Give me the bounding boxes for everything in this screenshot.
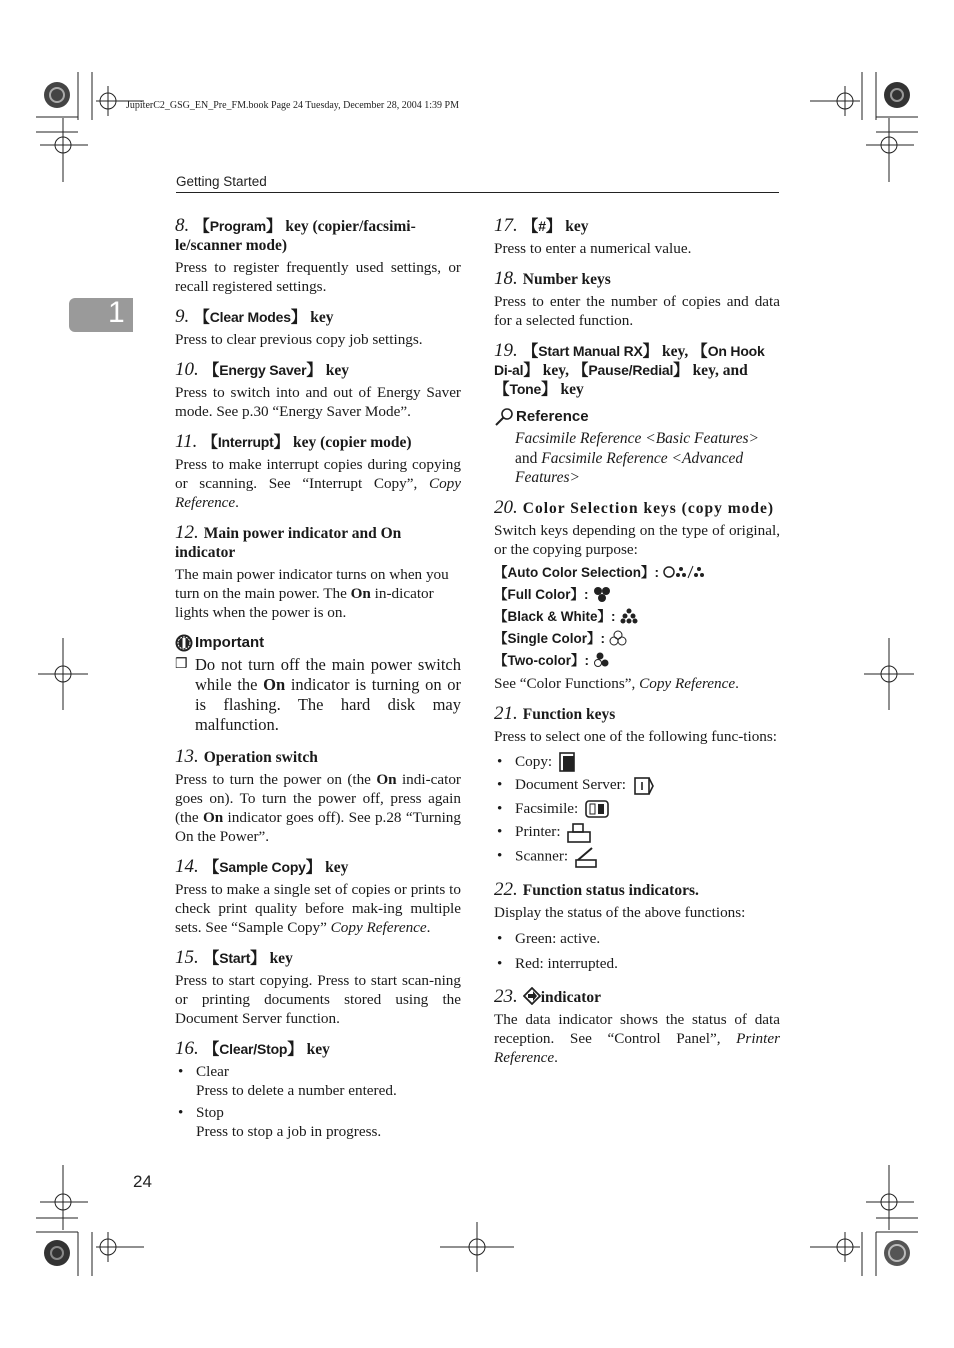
list-item: • Facsimile:: [494, 799, 780, 820]
color-see-also: See “Color Functions”, Copy Reference.: [494, 674, 739, 692]
list-item: • Printer:: [494, 822, 780, 843]
body-10: Press to switch into and out of Energy Saver mode. See p.30 “Energy Saver Mode”.: [175, 384, 461, 420]
clear-stop-list: [175, 1062, 461, 1141]
list-item: • Red: interrupted.: [494, 953, 780, 975]
heading-23: 23. indicator: [494, 985, 602, 1007]
body-18: Press to enter the number of copies and data for a selected function.: [494, 293, 780, 329]
list-item: • Scanner:: [494, 846, 780, 868]
magnifier-icon: [494, 408, 514, 426]
key-full-color: 【 Full Color 】:: [494, 585, 780, 604]
heading-22: 22. Function status indicators.: [494, 878, 699, 900]
reference-text: Facsimile Reference <Basic Features> and Facsimile Reference <Advanced Features>: [515, 430, 760, 486]
body-22: Display the status of the above functions:: [494, 903, 746, 921]
list-item: • Copy:: [494, 752, 780, 773]
printer-icon: [567, 823, 591, 843]
reference-label: Reference: [494, 407, 780, 426]
body-12: The main power indicator turns on when you turn on the main power. The On in-dicator lights when the power is on.: [175, 566, 449, 621]
chapter-tab-number: 1: [108, 296, 125, 329]
checkbox-icon: ❒: [175, 657, 188, 672]
right-column: [494, 216, 780, 1078]
important-label: Important: [175, 633, 461, 652]
key-auto-color-selection: 【 Auto Color Selection 】:: [494, 563, 780, 582]
page-number: 24: [133, 1172, 152, 1191]
single-color-icon: [609, 630, 627, 646]
running-title: Getting Started: [176, 174, 267, 189]
body-9: Press to clear previous copy job settings.: [175, 331, 423, 348]
body-14: Press to make a single set of copies or prints to check print quality before mak-ing multiple sets. See “Sample Copy” Copy Reference.: [175, 881, 461, 936]
body-15: Press to start copying. Press to start scan-ning or printing documents stored using the Document Server function.: [175, 972, 461, 1027]
list-item: • Clear: [175, 1062, 461, 1081]
header-rule: [176, 192, 779, 193]
function-keys-list: [494, 752, 780, 868]
heading-9: 9. 【Clear Modes】 key: [175, 306, 334, 327]
heading-13: 13. Operation switch: [175, 746, 318, 767]
heading-17: 17. 【#】 key: [494, 215, 589, 236]
heading-12: 12. Main power indicator and On indicator: [175, 522, 402, 561]
left-column: [175, 216, 461, 1153]
important-note: ❒ Do not turn off the main power switch while the On indicator is turning on or is flashing. The hard disk may malfunction.: [175, 655, 461, 734]
list-item: • Green: active.: [494, 928, 780, 950]
facsimile-icon: [585, 799, 609, 819]
key-single-color: 【 Single Color 】:: [494, 629, 780, 648]
body-13: Press to turn the power on (the On indi-cator goes on). To turn the power off, press again (the On indicator goes off). See p.28 “Turning On the Power”.: [175, 771, 461, 845]
heading-16: 16. 【Clear/Stop】 key: [175, 1038, 330, 1059]
black-white-icon: [620, 608, 638, 624]
scanner-icon: [575, 846, 597, 868]
document-server-icon: [633, 776, 655, 796]
heading-21: 21. Function keys: [494, 702, 616, 724]
heading-14: 14. 【Sample Copy】 key: [175, 856, 349, 877]
heading-8: 8. 【Program】 key (copier/facsimi-le/scanner mode): [175, 215, 416, 254]
important-icon: [175, 634, 193, 652]
list-item: • Stop: [175, 1103, 461, 1122]
body-11: Press to make interrupt copies during copying or scanning. See “Interrupt Copy”, Copy Reference.: [175, 456, 461, 511]
body-21: Press to select one of the following func-tions:: [494, 727, 778, 745]
heading-10: 10. 【Energy Saver】 key: [175, 359, 350, 380]
heading-18: 18. Number keys: [494, 268, 611, 289]
body-20: Switch keys depending on the type of original, or the copying purpose:: [494, 521, 780, 558]
auto-color-icon: [663, 565, 707, 579]
data-in-icon: [523, 987, 541, 1005]
book-info: JupiterC2_GSG_EN_Pre_FM.book Page 24 Tuesday, December 28, 2004 1:39 PM: [126, 100, 459, 111]
heading-20: 20. Color Selection keys (copy mode): [494, 496, 775, 518]
body-17: Press to enter a numerical value.: [494, 240, 692, 257]
list-item: • Document Server:: [494, 775, 780, 796]
body-23: The data indicator shows the status of data reception. See “Control Panel”, Printer Reference.: [494, 1010, 780, 1066]
full-color-icon: [593, 586, 611, 602]
key-two-color: 【 Two-color 】:: [494, 651, 780, 670]
body-8: Press to register frequently used settings, or recall registered settings.: [175, 259, 461, 295]
list-item-desc: Press to stop a job in progress.: [196, 1123, 382, 1140]
heading-15: 15. 【Start】 key: [175, 947, 293, 968]
status-indicator-list: [494, 928, 780, 975]
key-black-white: 【 Black & White 】:: [494, 607, 780, 626]
heading-19: 19. 【Start Manual RX】 key, 【On Hook Di-al】 key, 【Pause/Redial】 key, and 【Tone】 key: [494, 340, 765, 398]
two-color-icon: [593, 652, 611, 668]
list-item-desc: Press to delete a number entered.: [196, 1082, 397, 1099]
heading-11: 11. 【Interrupt】 key (copier mode): [175, 431, 412, 452]
copy-icon: [559, 752, 575, 772]
